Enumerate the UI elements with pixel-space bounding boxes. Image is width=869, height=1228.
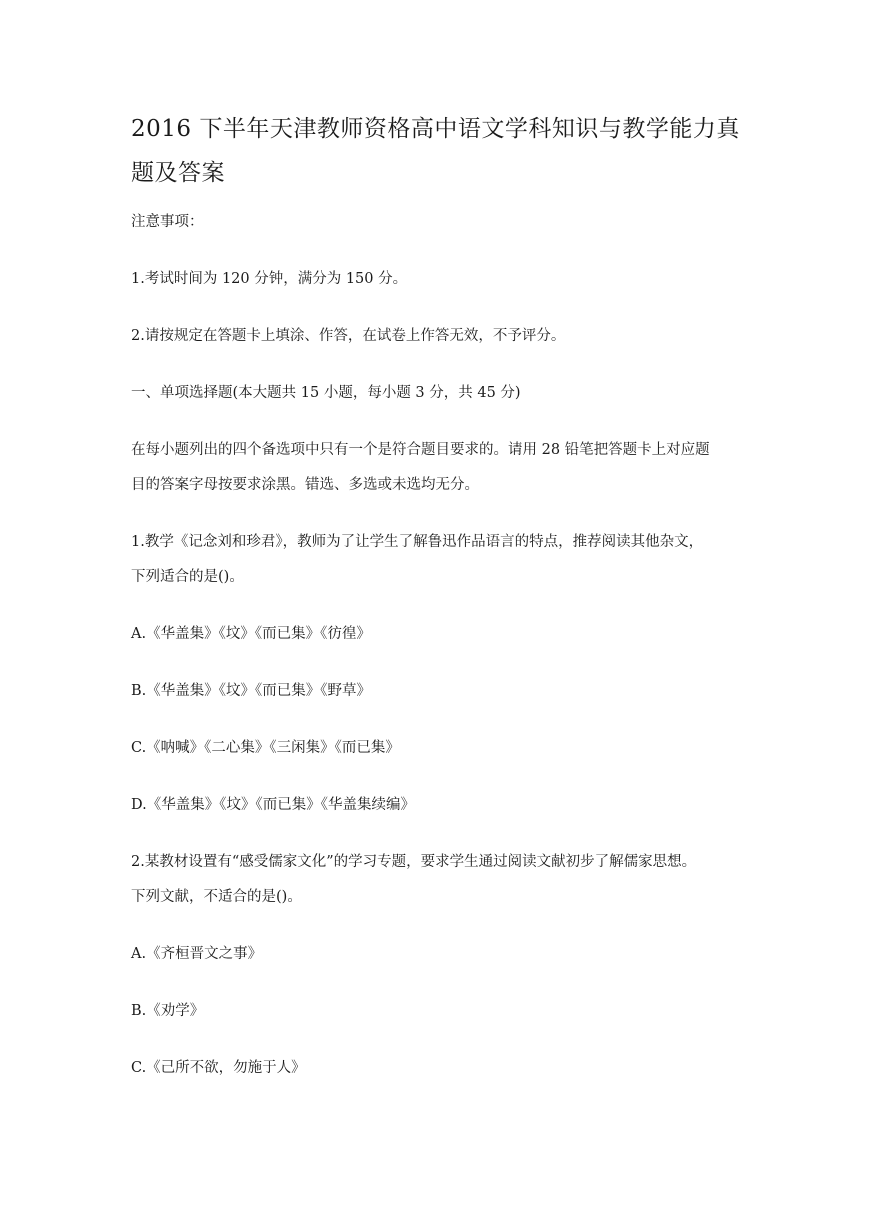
instruction-line-1: 在每小题列出的四个备选项中只有一个是符合题目要求的。请用 28 铅笔把答题卡上对应题 [131, 442, 710, 458]
question-1-stem-line-1: 1.教学《记念刘和珍君》，教师为了让学生了解鲁迅作品语言的特点，推荐阅读其他杂文， [131, 534, 704, 550]
question-1-option-b: B.《华盖集》《坟》《而已集》《野草》 [131, 683, 372, 699]
question-1-option-d: D.《华盖集》《坟》《而已集》《华盖集续编》 [131, 797, 415, 813]
document-title-line-2: 题及答案 [131, 160, 225, 186]
question-2-option-a: A.《齐桓晋文之事》 [131, 946, 263, 962]
notice-item-1: 1.考试时间为 120 分钟，满分为 150 分。 [131, 271, 408, 287]
question-1-stem-line-2: 下列适合的是()。 [131, 569, 244, 585]
question-2-stem-line-1: 2.某教材设置有“感受儒家文化”的学习专题，要求学生通过阅读文献初步了解儒家思想。 [131, 854, 697, 870]
question-2-option-c: C.《己所不欲，勿施于人》 [131, 1060, 306, 1076]
instruction-line-2: 目的答案字母按要求涂黑。错选、多选或未选均无分。 [131, 477, 479, 493]
question-1-option-a: A.《华盖集》《坟》《而已集》《彷徨》 [131, 626, 371, 642]
question-2-option-b: B.《劝学》 [131, 1003, 205, 1019]
notice-heading: 注意事项： [131, 214, 204, 230]
question-2-stem-line-2: 下列文献，不适合的是()。 [131, 889, 302, 905]
section-heading: 一、单项选择题(本大题共 15 小题，每小题 3 分，共 45 分) [131, 385, 521, 401]
notice-item-2: 2.请按规定在答题卡上填涂、作答，在试卷上作答无效，不予评分。 [131, 328, 566, 344]
question-1-option-c: C.《呐喊》《二心集》《三闲集》《而已集》 [131, 740, 400, 756]
document-title-line-1: 2016 下半年天津教师资格高中语文学科知识与教学能力真 [131, 116, 740, 142]
